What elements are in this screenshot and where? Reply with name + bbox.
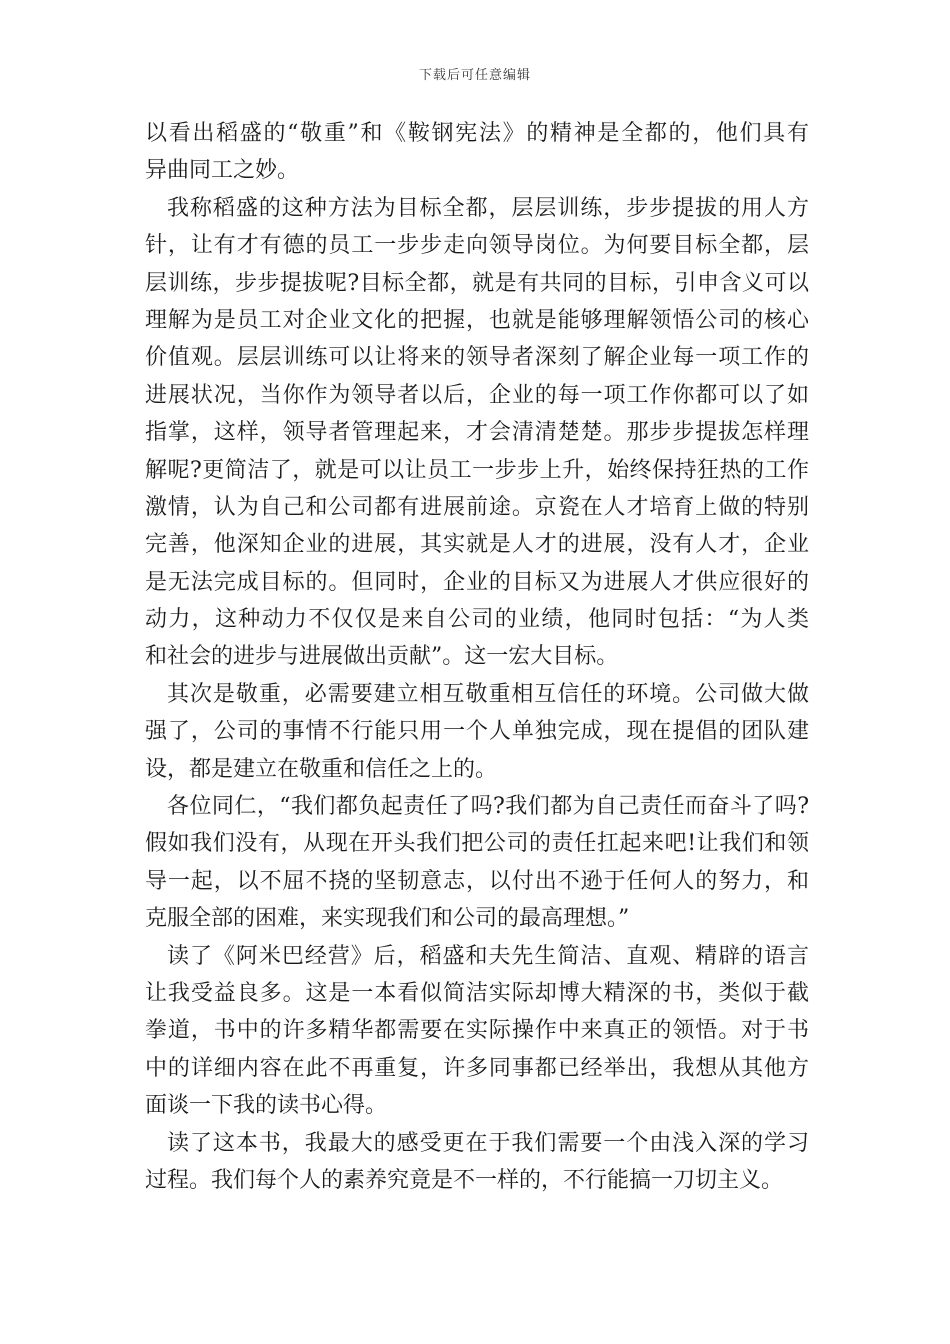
paragraph-5	[145, 938, 809, 1125]
text-line: 克服全部的困难，来实现我们和公司的最高理想。”	[145, 906, 630, 932]
text-line: 以看出稻盛的“敬重”和《鞍钢宪法》的精神是全都的，他们具有	[145, 121, 809, 146]
text-line: 其次是敬重，必需要建立相互敬重相互信任的环境。公司做大做	[167, 681, 809, 707]
paragraph-3	[145, 676, 809, 788]
text-line: 各位同仁，“我们都负起责任了吗?我们都为自己责任而奋斗了吗?	[167, 794, 809, 820]
text-line: 解呢?更简洁了，就是可以让员工一步步上升，始终保持狂热的工作	[145, 457, 809, 483]
text-line: 进展状况，当你作为领导者以后，企业的每一项工作你都可以了如	[145, 382, 809, 408]
text-line: 拳道，书中的许多精华都需要在实际操作中来真正的领悟。对于书	[145, 1018, 809, 1044]
text-line: 导一起，以不屈不挠的坚韧意志，以付出不逊于任何人的努力，和	[145, 868, 809, 894]
text-line: 指掌，这样，领导者管理起来，才会清清楚楚。那步步提拔怎样理	[145, 420, 809, 446]
page-header: 下载后可任意编辑	[418, 68, 531, 83]
text-line: 我称稻盛的这种方法为目标全都，层层训练，步步提拔的用人方	[167, 195, 809, 221]
text-line: 强了，公司的事情不行能只用一个人单独完成，现在提倡的团队建	[145, 719, 809, 745]
text-line: 读了这本书，我最大的感受更在于我们需要一个由浅入深的学习	[167, 1130, 809, 1156]
text-line: 设，都是建立在敬重和信任之上的。	[145, 756, 498, 782]
text-line: 过程。我们每个人的素养究竟是不一样的，不行能搞一刀切主义。	[145, 1167, 784, 1193]
text-line: 是无法完成目标的。但同时，企业的目标又为进展人才供应很好的	[145, 569, 809, 595]
paragraph-1	[145, 115, 809, 190]
paragraph-6	[145, 1125, 809, 1200]
text-line: 中的详细内容在此不再重复，许多同事都已经举出，我想从其他方	[145, 1055, 809, 1081]
text-line: 读了《阿米巴经营》后，稻盛和夫先生简洁、直观、精辟的语言	[167, 943, 809, 969]
text-line: 价值观。层层训练可以让将来的领导者深刻了解企业每一项工作的	[145, 345, 809, 371]
text-line: 面谈一下我的读书心得。	[145, 1093, 388, 1119]
text-line: 假如我们没有，从现在开头我们把公司的责任扛起来吧!让我们和领	[145, 831, 809, 857]
text-line: 异曲同工之妙。	[145, 158, 300, 184]
text-line: 层训练，步步提拔呢?目标全都，就是有共同的目标，引申含义可以	[145, 270, 809, 296]
text-line: 激情，认为自己和公司都有进展前途。京瓷在人才培育上做的特别	[145, 494, 809, 520]
text-line: 理解为是员工对企业文化的把握，也就是能够理解领悟公司的核心	[145, 307, 809, 333]
text-line: 针，让有才有德的员工一步步走向领导岗位。为何要目标全都，层	[145, 233, 809, 259]
paragraph-4	[145, 788, 809, 938]
text-line: 和社会的进步与进展做出贡献”。这一宏大目标。	[145, 644, 619, 670]
text-line: 动力，这种动力不仅仅是来自公司的业绩，他同时包括：“为人类	[145, 607, 809, 633]
document-body	[145, 115, 809, 1199]
text-line: 让我受益良多。这是一本看似简洁实际却博大精深的书，类似于截	[145, 980, 809, 1006]
paragraph-2	[145, 190, 809, 676]
text-line: 完善，他深知企业的进展，其实就是人才的进展，没有人才，企业	[145, 532, 809, 558]
